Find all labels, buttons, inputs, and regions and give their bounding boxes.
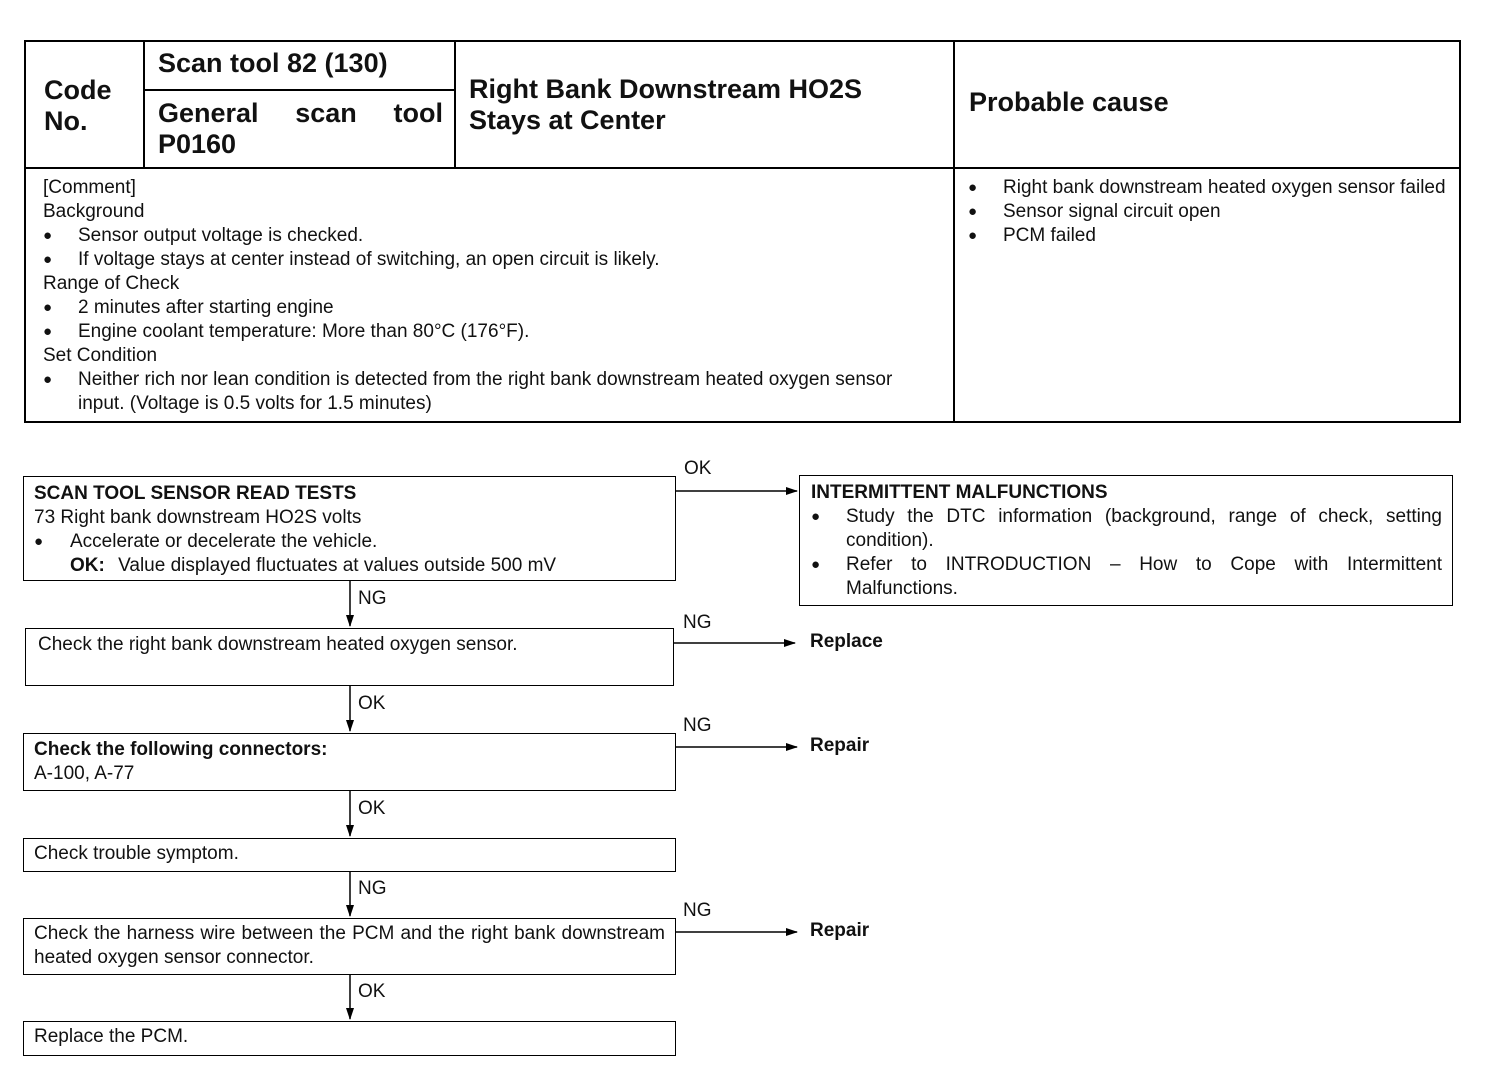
ng-label: NG [683, 715, 712, 736]
probable-cause-item: ● PCM failed [968, 224, 1448, 248]
ok-text: Value displayed fluctuates at values outside 500 mV [118, 555, 557, 576]
harness-check-box: Check the harness wire between the PCM and the right bank downstream heated oxygen sensor connector. [23, 918, 676, 975]
ok-condition [34, 554, 665, 578]
step-title: SCAN TOOL SENSOR READ TESTS [34, 483, 357, 504]
set-condition-label: Set Condition [43, 345, 158, 366]
scan-tool-test-box [23, 476, 676, 581]
step-bullet: ● Accelerate or decelerate the vehicle. [34, 530, 665, 554]
intermittent-title: INTERMITTENT MALFUNCTIONS [811, 482, 1108, 503]
range-item: ● 2 minutes after starting engine [43, 296, 943, 320]
scan-tool-code: Scan tool 82 (130) [158, 48, 388, 78]
replace-pcm-box: Replace the PCM. [23, 1021, 676, 1056]
ok-label: OK: [70, 555, 105, 576]
connector-title: Check the following connectors: [34, 739, 328, 760]
probable-cause-item: ● Right bank downstream heated oxygen sensor failed [968, 176, 1448, 200]
ok-label: OK [684, 458, 712, 479]
ng-label: NG [358, 878, 387, 899]
result-repair: Repair [810, 735, 870, 756]
background-item: ● If voltage stays at center instead of switching, an open circuit is likely. [43, 248, 943, 272]
ok-label: OK [358, 981, 386, 1002]
result-replace: Replace [810, 631, 883, 652]
code-no-label: Code No. [44, 75, 112, 136]
ng-label: NG [683, 900, 712, 921]
result-repair: Repair [810, 920, 870, 941]
connector-list: A-100, A-77 [34, 763, 135, 784]
range-item: ● Engine coolant temperature: More than 80°C (176°F). [43, 320, 943, 344]
trouble-symptom-box: Check trouble symptom. [23, 838, 676, 872]
background-item: ● Sensor output voltage is checked. [43, 224, 943, 248]
background-label: Background [43, 201, 145, 222]
ng-label: NG [683, 612, 712, 633]
intermittent-item: ● Refer to INTRODUCTION – How to Cope with Intermittent Malfunctions. [811, 553, 1442, 601]
step-line: 73 Right bank downstream HO2S volts [34, 507, 362, 528]
intermittent-box [799, 475, 1453, 606]
probable-cause-label: Probable cause [969, 87, 1169, 117]
range-label: Range of Check [43, 273, 180, 294]
connector-check-box [23, 733, 676, 791]
dtc-title: Right Bank Downstream HO2S Stays at Center [469, 74, 863, 135]
general-scan-tool-code: General scan tool P0160 [158, 98, 443, 159]
ng-label: NG [358, 588, 387, 609]
intermittent-item: ● Study the DTC information (background, range of check, setting condition). [811, 505, 1442, 553]
set-condition-item: ● Neither rich nor lean condition is detected from the right bank downstream heated oxygen sensor input. (Voltage is 0.5 volts for 1.5 minutes) [43, 368, 943, 416]
probable-cause-item: ● Sensor signal circuit open [968, 200, 1448, 224]
comment-heading: [Comment] [43, 177, 136, 198]
ok-label: OK [358, 693, 386, 714]
sensor-check-box: Check the right bank downstream heated oxygen sensor. [25, 628, 674, 686]
ok-label: OK [358, 798, 386, 819]
